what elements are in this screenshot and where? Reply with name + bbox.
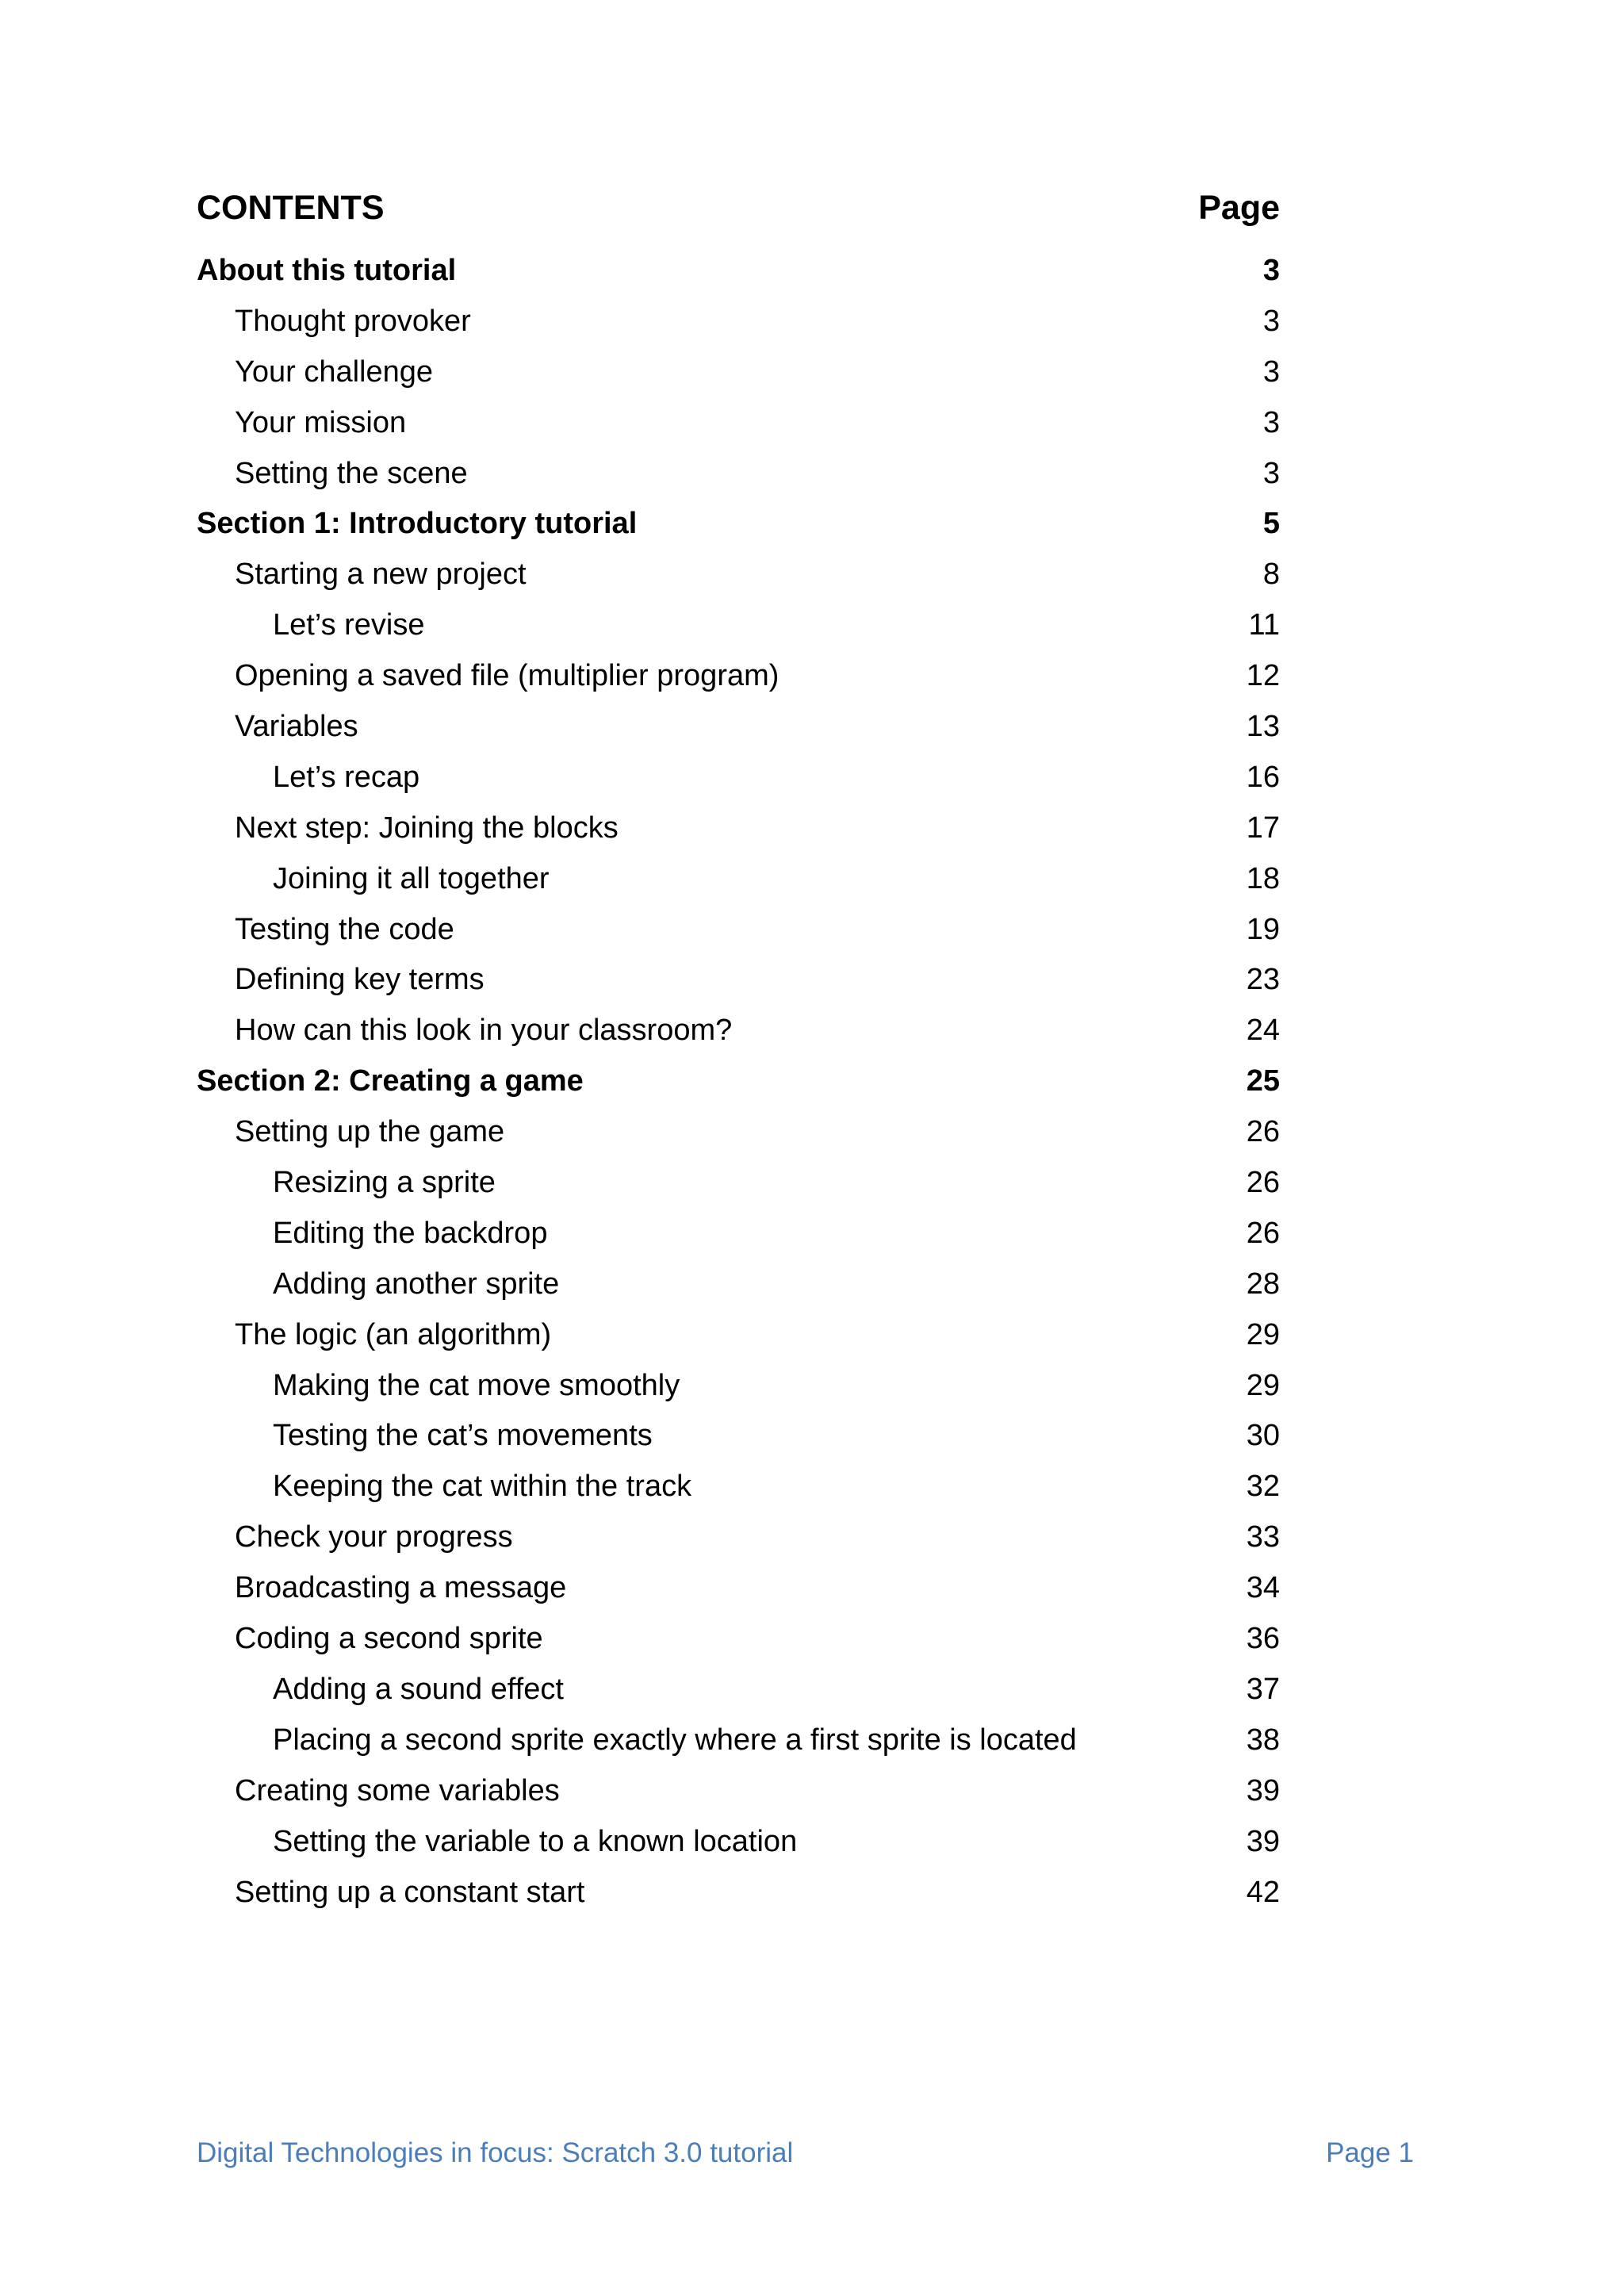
toc-entry-page: 12: [1246, 659, 1280, 693]
footer-document-title: Digital Technologies in focus: Scratch 3.0 tutorial: [197, 2137, 794, 2168]
toc-entry-title: Section 1: Introductory tutorial: [197, 507, 638, 541]
toc-entry-title: Coding a second sprite: [235, 1622, 543, 1656]
toc-entry[interactable]: [197, 1209, 1280, 1259]
toc-entry-page: 17: [1246, 811, 1280, 845]
toc-entry-page: 8: [1262, 558, 1280, 592]
toc-entry-page: 16: [1246, 760, 1280, 794]
toc-entry-page: 39: [1246, 1773, 1280, 1807]
toc-entry[interactable]: [197, 600, 1280, 651]
contents-entries: [197, 246, 1280, 1918]
toc-entry[interactable]: [197, 955, 1280, 1006]
toc-entry-title: Variables: [235, 710, 358, 744]
toc-entry[interactable]: [197, 1361, 1280, 1412]
toc-entry[interactable]: [197, 449, 1280, 500]
toc-entry-page: 42: [1246, 1875, 1280, 1909]
toc-entry-page: 37: [1246, 1672, 1280, 1706]
toc-entry[interactable]: [197, 905, 1280, 956]
toc-entry[interactable]: [197, 1563, 1280, 1614]
toc-entry-title: Starting a new project: [235, 558, 527, 592]
toc-entry-title: Setting the scene: [235, 456, 468, 490]
toc-entry[interactable]: [197, 246, 1280, 297]
toc-entry[interactable]: [197, 1107, 1280, 1158]
toc-entry-title: Creating some variables: [235, 1773, 560, 1807]
toc-entry-title: About this tutorial: [197, 254, 457, 287]
toc-entry-title: Testing the code: [235, 912, 454, 946]
toc-entry-title: Broadcasting a message: [235, 1571, 567, 1605]
toc-entry[interactable]: [197, 1411, 1280, 1462]
toc-entry-page: 24: [1246, 1014, 1280, 1048]
toc-entry-title: Section 2: Creating a game: [197, 1064, 584, 1098]
contents-header: [197, 189, 1280, 246]
toc-entry-title: Your challenge: [235, 355, 434, 389]
toc-entry-page: 3: [1262, 355, 1280, 389]
toc-entry-page: 18: [1246, 861, 1280, 895]
toc-entry-title: Resizing a sprite: [273, 1166, 496, 1200]
toc-entry-page: 38: [1246, 1723, 1280, 1757]
toc-entry-page: 3: [1262, 456, 1280, 490]
toc-entry[interactable]: [197, 1766, 1280, 1817]
toc-entry[interactable]: [197, 1665, 1280, 1715]
toc-entry-title: Testing the cat’s movements: [273, 1419, 653, 1453]
toc-entry-title: Making the cat move smoothly: [273, 1368, 680, 1402]
toc-entry[interactable]: [197, 347, 1280, 398]
toc-entry-title: Defining key terms: [235, 963, 485, 997]
toc-entry-page: 39: [1246, 1824, 1280, 1858]
toc-entry[interactable]: [197, 1512, 1280, 1563]
toc-entry-page: 30: [1246, 1419, 1280, 1453]
toc-entry-page: 33: [1246, 1520, 1280, 1554]
toc-entry-title: Check your progress: [235, 1520, 513, 1554]
toc-entry-page: 11: [1248, 608, 1280, 642]
toc-entry-page: 5: [1262, 507, 1280, 541]
toc-entry-page: 3: [1262, 254, 1280, 287]
toc-entry-page: 32: [1246, 1470, 1280, 1504]
page-footer: [197, 2137, 1414, 2169]
toc-entry-title: Setting up the game: [235, 1115, 505, 1149]
toc-entry[interactable]: [197, 854, 1280, 905]
toc-entry-title: Adding a sound effect: [273, 1672, 564, 1706]
page-column-label: Page: [1198, 189, 1280, 227]
toc-entry-page: 28: [1246, 1267, 1280, 1301]
toc-entry-page: 25: [1246, 1064, 1280, 1098]
toc-entry-title: Opening a saved file (multiplier program): [235, 659, 779, 693]
table-of-contents: [197, 189, 1280, 1918]
toc-entry-title: Editing the backdrop: [273, 1216, 548, 1250]
contents-heading: CONTENTS: [197, 189, 385, 227]
toc-entry-title: Adding another sprite: [273, 1267, 560, 1301]
toc-entry-page: 19: [1246, 912, 1280, 946]
toc-entry[interactable]: [197, 398, 1280, 449]
toc-entry-title: How can this look in your classroom?: [235, 1014, 733, 1048]
toc-entry-page: 13: [1246, 710, 1280, 744]
toc-entry-title: Your mission: [235, 405, 407, 439]
toc-entry-page: 36: [1246, 1622, 1280, 1656]
toc-entry[interactable]: [197, 1158, 1280, 1209]
toc-entry-title: Setting up a constant start: [235, 1875, 585, 1909]
toc-entry-title: Next step: Joining the blocks: [235, 811, 619, 845]
toc-entry[interactable]: [197, 753, 1280, 803]
toc-entry[interactable]: [197, 1462, 1280, 1512]
toc-entry[interactable]: [197, 702, 1280, 753]
toc-entry[interactable]: [197, 1310, 1280, 1361]
toc-entry[interactable]: [197, 550, 1280, 600]
toc-entry-title: Let’s revise: [273, 608, 425, 642]
toc-entry[interactable]: [197, 1614, 1280, 1665]
toc-entry-title: Thought provoker: [235, 304, 471, 338]
toc-entry-title: Keeping the cat within the track: [273, 1470, 692, 1504]
toc-entry-page: 26: [1246, 1216, 1280, 1250]
toc-entry-page: 29: [1246, 1368, 1280, 1402]
toc-entry-page: 29: [1246, 1317, 1280, 1351]
toc-entry[interactable]: [197, 651, 1280, 702]
toc-entry[interactable]: [197, 1259, 1280, 1310]
toc-entry-title: The logic (an algorithm): [235, 1317, 552, 1351]
toc-entry-page: 34: [1246, 1571, 1280, 1605]
toc-entry-title: Let’s recap: [273, 760, 420, 794]
toc-entry[interactable]: [197, 1817, 1280, 1868]
toc-entry-page: 3: [1262, 405, 1280, 439]
toc-entry-title: Placing a second sprite exactly where a first sprite is located: [273, 1723, 1077, 1757]
toc-entry[interactable]: [197, 499, 1280, 550]
toc-entry[interactable]: [197, 1868, 1280, 1918]
toc-entry-title: Joining it all together: [273, 861, 550, 895]
footer-page-number: Page 1: [1326, 2137, 1414, 2168]
toc-entry-page: 3: [1262, 304, 1280, 338]
toc-entry[interactable]: [197, 1715, 1280, 1766]
toc-entry-page: 23: [1246, 963, 1280, 997]
toc-entry-page: 26: [1246, 1115, 1280, 1149]
toc-entry-title: Setting the variable to a known location: [273, 1824, 798, 1858]
toc-entry-page: 26: [1246, 1166, 1280, 1200]
toc-entry[interactable]: [197, 1006, 1280, 1056]
toc-entry[interactable]: [197, 803, 1280, 854]
toc-entry[interactable]: [197, 1056, 1280, 1107]
toc-entry[interactable]: [197, 297, 1280, 347]
